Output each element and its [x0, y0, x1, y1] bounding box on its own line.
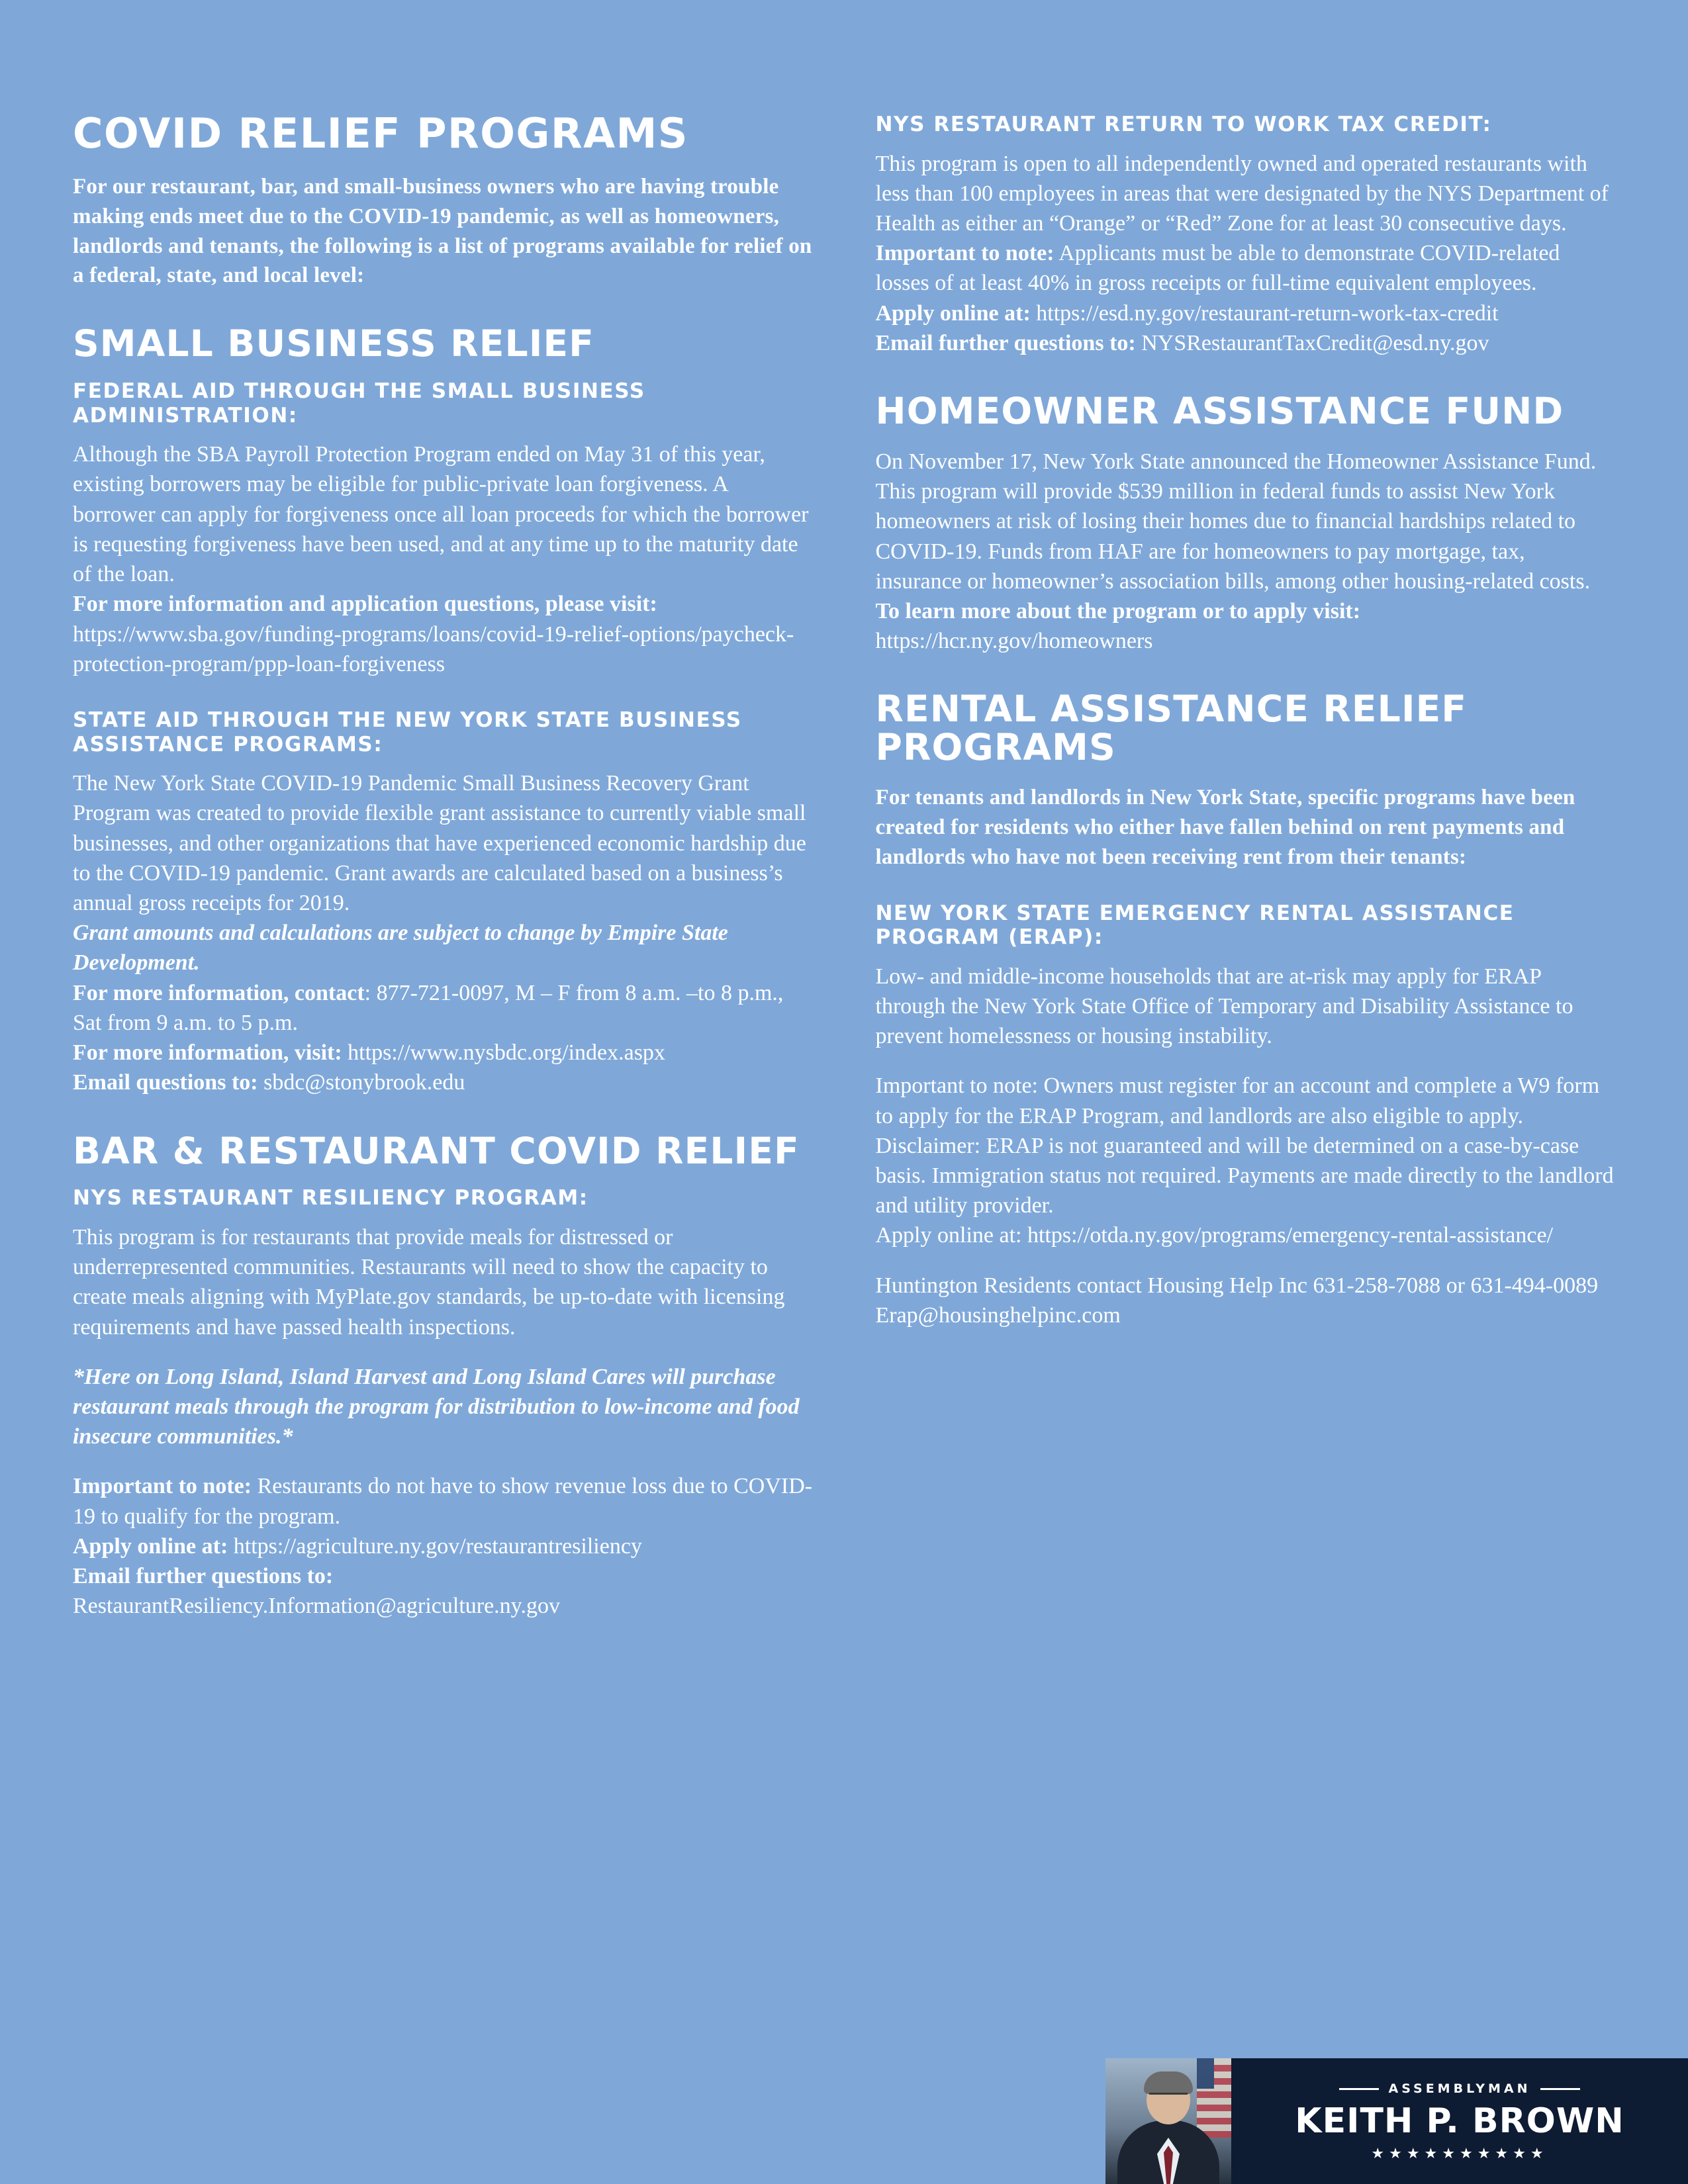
name-banner — [1231, 2058, 1688, 2184]
assemblyman-name: KEITH P. BROWN — [1295, 2101, 1624, 2141]
paragraph-state-aid-body: The New York State COVID-19 Pandemic Small Business Recovery Grant Program was created to provide flexible grant assistance to currently viable small businesses, and other organizations that have experienced economic hardship due to the COVID-19 pandemic. Grant awards are calculated based on a business’s annual gross receipts for 2019. — [73, 771, 806, 916]
paragraph-erap-disclaimer: Disclaimer: ERAP is not guaranteed and will be determined on a case-by-case basis. Immigration status not required. Payments are made directly to the landlord and utility provider. — [875, 1133, 1614, 1218]
label-resiliency-apply: Apply online at: — [73, 1533, 228, 1559]
email-return[interactable]: NYSRestaurantTaxCredit@esd.ny.gov — [1141, 330, 1489, 355]
heading-state-aid: STATE AID THROUGH THE NEW YORK STATE BUSINESS ASSISTANCE PROGRAMS: — [73, 708, 742, 756]
link-resiliency-apply[interactable]: https://agriculture.ny.gov/restaurantresiliency — [233, 1533, 642, 1559]
paragraph-haf-body: On November 17, New York State announced the Homeowner Assistance Fund. This program will provide $539 million in federal funds to assist New York homeowners at risk of losing their homes due to financial hardships related to COVID-19. Funds from HAF are for homeowners to pay mortgage, tax, insurance or homeowner’s association bills, among other housing-related costs. — [875, 449, 1597, 594]
assemblyman-label: ASSEMBLYMAN — [1388, 2081, 1531, 2096]
label-state-visit: For more information, visit: — [73, 1040, 342, 1066]
label-return-important: Important to note: — [875, 241, 1055, 266]
paragraph-resiliency-body: This program is for restaurants that provide meals for distressed or underrepresented communities. Restaurants will need to show the capacity to create meals aligning with MyPlate.gov standards, be up-to-date with licensing requirements and have passed health inspections. — [73, 1224, 785, 1340]
paragraph-erap-apply[interactable]: Apply online at: https://otda.ny.gov/programs/emergency-rental-assistance/ — [875, 1223, 1554, 1248]
rule-left — [1339, 2088, 1379, 2090]
stars-decoration: ★★★★★★★★★★ — [1371, 2145, 1548, 2161]
label-state-contact: For more information, contact — [73, 980, 365, 1005]
link-sba-forgiveness[interactable]: https://www.sba.gov/funding-programs/loans/covid-19-relief-options/paycheck-protection-program/ppp-loan-forgiveness — [73, 621, 794, 676]
value-resiliency-important: Restaurants do not have to show revenue loss due to COVID-19 to qualify for the program. — [73, 1474, 813, 1529]
heading-return-to-work-tax-credit: NYS RESTAURANT RETURN TO WORK TAX CREDIT: — [875, 113, 1492, 136]
link-return-apply[interactable]: https://esd.ny.gov/restaurant-return-work-tax-credit — [1036, 300, 1499, 326]
paragraph-erap-body: Low- and middle-income households that are at-risk may apply for ERAP through the New York State Office of Temporary and Disability Assistance to prevent homelessness or housing instability. — [875, 964, 1573, 1049]
right-column — [876, 113, 1616, 1330]
label-sba-visit: For more information and application questions, please visit: — [73, 592, 657, 617]
section-homeowner-assistance-fund: HOMEOWNER ASSISTANCE FUND — [875, 390, 1564, 433]
heading-erap: NEW YORK STATE EMERGENCY RENTAL ASSISTANCE PROGRAM (ERAP): — [875, 901, 1515, 950]
label-haf-learn: To learn more about the program or to apply visit: — [875, 598, 1361, 623]
paragraph-erap-note: Important to note: Owners must register for an account and complete a W9 form to apply for the ERAP Program, and landlords are also eligible to apply. — [875, 1073, 1600, 1128]
email-sbdc[interactable]: sbdc@stonybrook.edu — [263, 1070, 465, 1095]
paragraph-return-to-work-body: This program is open to all independently owned and operated restaurants with less than 100 employees in areas that were designated by the NYS Department of Health as either an “Orange” or “Red” Zone for at least 30 consecutive days. — [875, 151, 1609, 236]
assemblyman-label-row — [1244, 2081, 1675, 2096]
left-column — [73, 109, 813, 1621]
hair-shape — [1144, 2071, 1193, 2094]
link-haf[interactable]: https://hcr.ny.gov/homeowners — [875, 629, 1153, 654]
heading-restaurant-resiliency: NYS RESTAURANT RESILIENCY PROGRAM: — [73, 1186, 588, 1210]
email-resiliency[interactable]: RestaurantResiliency.Information@agriculture.ny.gov — [73, 1594, 560, 1619]
american-flag-icon — [1197, 2058, 1231, 2138]
label-return-email: Email further questions to: — [875, 330, 1136, 355]
two-column-layout — [73, 109, 1615, 1621]
value-return-important: Applicants must be able to demonstrate COVID-related losses of at least 40% in gross receipts or full-time equivalent employees. — [875, 241, 1560, 296]
section-small-business-relief: SMALL BUSINESS RELIEF — [73, 322, 595, 365]
intro-paragraph: For our restaurant, bar, and small-business owners who are having trouble making ends meet due to the COVID-19 pandemic, as well as homeowners, landlords and tenants, the following is a list of programs available for relief on a federal, state, and local level: — [73, 174, 812, 288]
paragraph-sba-body: Although the SBA Payroll Protection Program ended on May 31 of this year, existing borrowers may be eligible for public-private loan forgiveness. A borrower can apply for forgiveness once all loan proceeds for which the borrower is requesting forgiveness have been used, and at any time up to the maturity date of the loan. — [73, 442, 809, 587]
link-nysbdc[interactable]: https://www.nysbdc.org/index.aspx — [348, 1040, 665, 1066]
heading-federal-aid-sba: FEDERAL AID THROUGH THE SMALL BUSINESS ADMINISTRATION: — [73, 379, 645, 428]
label-return-apply: Apply online at: — [875, 300, 1031, 326]
note-grant-amounts: Grant amounts and calculations are subject to change by Empire State Development. — [73, 921, 728, 976]
label-resiliency-email: Email further questions to: — [73, 1564, 334, 1589]
rule-right — [1540, 2088, 1580, 2090]
note-long-island: *Here on Long Island, Island Harvest and Long Island Cares will purchase restaurant meals through the program for distribution to low-income and food insecure communities.* — [73, 1364, 800, 1449]
label-resiliency-important: Important to note: — [73, 1474, 252, 1499]
paragraph-rental-lead: For tenants and landlords in New York State, specific programs have been created for residents who either have fallen behind on rent payments and landlords who have not been receiving rent from their tenants: — [875, 785, 1575, 869]
label-state-email: Email questions to: — [73, 1070, 258, 1095]
footer-signature-block — [1105, 2058, 1688, 2184]
section-rental-assistance: RENTAL ASSISTANCE RELIEF PROGRAMS — [875, 688, 1468, 769]
assemblyman-photo — [1105, 2058, 1231, 2184]
page-title: COVID RELIEF PROGRAMS — [73, 109, 688, 158]
paragraph-erap-huntington: Huntington Residents contact Housing Help Inc 631-258-7088 or 631-494-0089 Erap@housinghelpinc.com — [875, 1273, 1599, 1328]
value-state-contact: : 877-721-0097, M – F from 8 a.m. –to 8 p.m., Sat from 9 a.m. to 5 p.m. — [73, 980, 784, 1035]
glasses-icon — [1149, 2093, 1188, 2104]
section-bar-restaurant-relief: BAR & RESTAURANT COVID RELIEF — [73, 1129, 800, 1172]
